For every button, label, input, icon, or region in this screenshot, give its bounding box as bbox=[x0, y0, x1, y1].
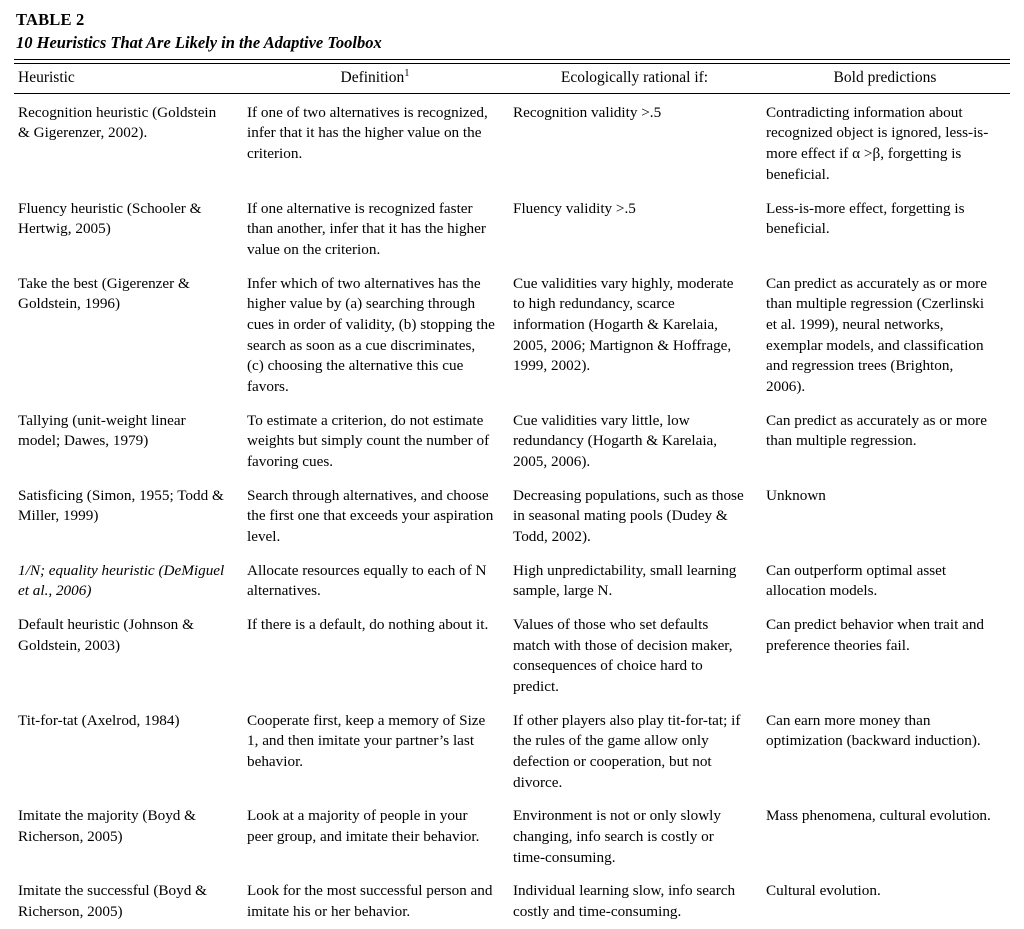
column-header-heuristic bbox=[14, 64, 243, 94]
table-label: TABLE 2 bbox=[16, 10, 85, 29]
table-row bbox=[14, 608, 1010, 704]
cell-predictions: Can predict as accurately as or more than multiple regression (Czerlinski et al. 1999), neural networks, exemplar models, and classification and regression trees (Brighton, 2006). bbox=[766, 274, 987, 395]
cell-predictions: Can predict behavior when trait and preference theories fail. bbox=[766, 615, 985, 654]
cell-predictions: Can earn more money than optimization (backward induction). bbox=[766, 711, 981, 750]
cell-ecological: Cue validities vary little, low redundancy (Hogarth & Karelaia, 2005, 2006). bbox=[513, 411, 718, 470]
cell-heuristic: Satisficing (Simon, 1955; Todd & Miller, 1999) bbox=[18, 486, 224, 525]
table-row bbox=[14, 874, 1010, 928]
cell-heuristic: Imitate the successful (Boyd & Richerson, 2005) bbox=[18, 882, 207, 920]
cell-definition: Search through alternatives, and choose the first one that exceeds your aspiration level. bbox=[247, 486, 494, 545]
table-row bbox=[14, 404, 1010, 479]
cell-definition: If one of two alternatives is recognized, infer that it has the higher value on the criterion. bbox=[247, 103, 488, 163]
cell-ecological: Cue validities vary highly, moderate to high redundancy, scarce information (Hogarth & Karelaia, 2005, 2006; Martignon & Hoffrage, 1999, 2002). bbox=[513, 274, 734, 375]
cell-heuristic-label: 1/N; equality heuristic (DeMiguel et al., 2006) bbox=[18, 561, 225, 600]
cell-definition: Look at a majority of people in your peer group, and imitate their behavior. bbox=[247, 807, 480, 845]
column-header-ecological bbox=[509, 64, 762, 94]
cell-heuristic: Imitate the majority (Boyd & Richerson, 2005) bbox=[18, 807, 196, 845]
cell-predictions: Can outperform optimal asset allocation models. bbox=[766, 561, 947, 600]
table-row bbox=[14, 704, 1010, 800]
cell-heuristic: Fluency heuristic (Schooler & Hertwig, 2005) bbox=[18, 199, 202, 238]
cell-definition: Infer which of two alternatives has the higher value by (a) searching through cues in order of validity, (b) stopping the search as soon as a cue discriminates, (c) choosing the alternative this cue favors. bbox=[247, 274, 495, 395]
column-header-predictions bbox=[762, 64, 1010, 94]
cell-predictions: Cultural evolution. bbox=[766, 882, 881, 900]
table-row bbox=[14, 554, 1010, 608]
table-row bbox=[14, 267, 1010, 404]
cell-ecological: Recognition validity >.5 bbox=[513, 103, 662, 121]
cell-definition: If one alternative is recognized faster than another, infer that it has the higher value on the criterion. bbox=[247, 199, 486, 258]
table-body bbox=[14, 93, 1010, 928]
heuristics-table bbox=[14, 59, 1010, 929]
column-header-heuristic-label: Heuristic bbox=[18, 69, 75, 86]
cell-definition: To estimate a criterion, do not estimate weights but simply count the number of favoring cues. bbox=[247, 411, 490, 470]
cell-heuristic bbox=[14, 554, 243, 608]
table-row bbox=[14, 479, 1010, 554]
cell-definition: Allocate resources equally to each of N alternatives. bbox=[247, 561, 487, 600]
column-header-predictions-label: Bold predictions bbox=[833, 69, 937, 86]
column-header-definition-label: Definition bbox=[340, 69, 405, 86]
cell-predictions: Mass phenomena, cultural evolution. bbox=[766, 807, 991, 825]
definition-footnote-marker: 1 bbox=[404, 67, 410, 79]
cell-heuristic: Tallying (unit-weight linear model; Dawes, 1979) bbox=[18, 411, 186, 450]
table-row bbox=[14, 192, 1010, 267]
cell-heuristic: Tit-for-tat (Axelrod, 1984) bbox=[18, 711, 180, 729]
cell-definition: Look for the most successful person and imitate his or her behavior. bbox=[247, 882, 493, 920]
cell-ecological: Decreasing populations, such as those in seasonal mating pools (Dudey & Todd, 2002). bbox=[513, 486, 744, 545]
cell-definition: If there is a default, do nothing about it. bbox=[247, 615, 489, 633]
table-row bbox=[14, 93, 1010, 191]
table-row bbox=[14, 799, 1010, 874]
table-head bbox=[14, 60, 1010, 94]
cell-predictions: Less-is-more effect, forgetting is beneficial. bbox=[766, 199, 965, 238]
column-header-ecological-label: Ecologically rational if: bbox=[560, 69, 709, 86]
cell-heuristic: Default heuristic (Johnson & Goldstein, 2003) bbox=[18, 615, 194, 654]
cell-ecological: If other players also play tit-for-tat; if the rules of the game allow only defection or cooperation, but not divorce. bbox=[513, 711, 741, 791]
cell-predictions: Contradicting information about recognized object is ignored, less-is-more effect if α >β, forgetting is beneficial. bbox=[766, 103, 989, 183]
cell-definition: Cooperate first, keep a memory of Size 1, and then imitate your partner’s last behavior. bbox=[247, 711, 486, 770]
cell-heuristic: Recognition heuristic (Goldstein & Gigerenzer, 2002). bbox=[18, 103, 217, 142]
cell-ecological: Environment is not or only slowly changing, info search is costly or time-consuming. bbox=[513, 807, 721, 866]
cell-ecological: Individual learning slow, info search costly and time-consuming. bbox=[513, 882, 736, 920]
cell-predictions: Can predict as accurately as or more than multiple regression. bbox=[766, 411, 987, 450]
cell-ecological: Values of those who set defaults match with those of decision maker, consequences of choice hard to predict. bbox=[513, 615, 733, 695]
column-header-definition bbox=[243, 64, 509, 94]
cell-heuristic: Take the best (Gigerenzer & Goldstein, 1996) bbox=[18, 274, 190, 313]
table-header-row bbox=[14, 64, 1010, 94]
cell-ecological: Fluency validity >.5 bbox=[513, 199, 636, 217]
cell-predictions: Unknown bbox=[766, 486, 826, 504]
cell-ecological: High unpredictability, small learning sample, large N. bbox=[513, 561, 737, 600]
table-title: 10 Heuristics That Are Likely in the Adaptive Toolbox bbox=[16, 33, 382, 52]
